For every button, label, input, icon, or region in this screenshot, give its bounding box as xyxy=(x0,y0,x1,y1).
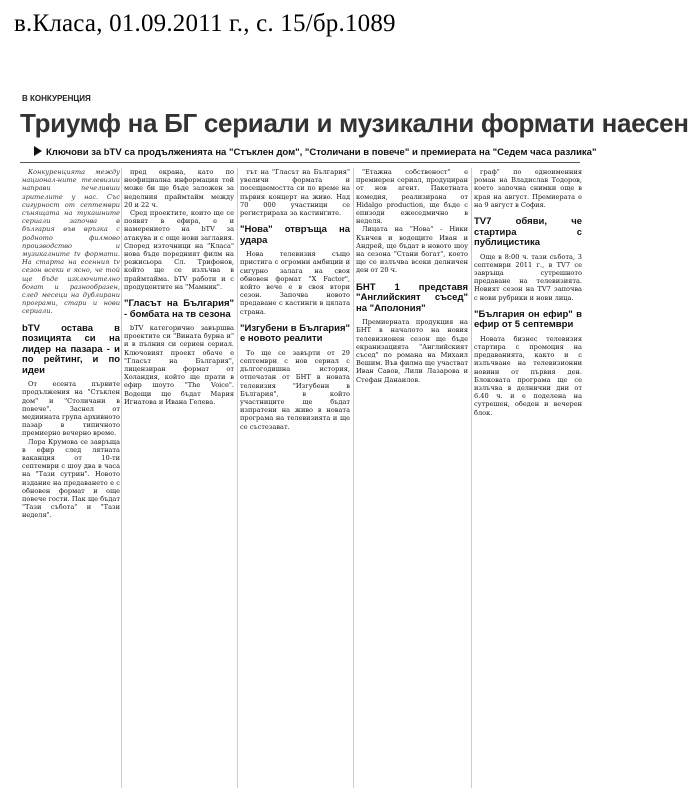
section-heading: "Изгубени в България" е новото реалити xyxy=(240,322,350,345)
paragraph: тът на "Гласът на България" увеличи формата и посещаемостта си по време на първия концерт на живо. Над 70 000 участници се регистрираха за кастингите. xyxy=(240,168,350,218)
paragraph: "Етажна собственост" е премиерен сериал, продуциран от нов агент. Пакетната комедия, реализирана от Hidalgo production, ще бъде с епизоди ежеседмично в неделя. xyxy=(356,168,468,226)
section-heading: БНТ 1 представя "Английският съсед" на "Аполония" xyxy=(356,281,468,314)
section-heading: bTV остава в позицията си на лидер на пазара - и по рейтинг, и по идеи xyxy=(22,322,120,376)
section-heading: "Нова" отвръща на удара xyxy=(240,224,350,246)
article-subheadline xyxy=(34,146,596,158)
article-column-1 xyxy=(22,168,120,793)
paragraph: пред екрана, като по неофициална информация той може би ще бъде заложен за неделния праймтайм между 20 и 22 ч. xyxy=(124,168,234,209)
paragraph: Нова телевизия също пристига с огромни амбиции и сигурно залага на своя обновен формат "X Factor", който вече е в своя втори сезон. Започва новото предаване с кастинги в цялата страна. xyxy=(240,250,350,316)
paragraph: граф" по едноименния роман на Владислав Тодоров, което започна снимки още в края на август. Премиерата е на 9 август в София. xyxy=(474,168,582,209)
subheadline-text: Ключови за bTV са продълженията на "Стъклен дом", "Столичани в повече" и премиерата на "Седем часа разлика" xyxy=(46,147,597,158)
article-column-2 xyxy=(124,168,234,793)
paragraph: Сред проектите, които ще се появят в ефира, е и намерението на bTV за атакува и с още нови заглавия. Според източници на "Класа" нова бъде поредният филм на режисьора Сл. Трифонов, който ще се излъчва в праймтайма. bTV работи и с продуцентите на "Мамник". xyxy=(124,209,234,291)
arrow-marker-icon xyxy=(34,146,42,156)
rubric-label: В КОНКУРЕНЦИЯ xyxy=(22,94,91,103)
article-column-4 xyxy=(356,168,468,793)
column-divider xyxy=(121,168,122,788)
article-column-3 xyxy=(240,168,350,793)
paragraph: Премиерната продукция на БНТ в началото на новия телевизионен сезон ще бъде екранизацията "Английският съсед" по романа на Михаил Вешим. Във филма ще участват Иван Савов, Лили Лазарова и Стефан Данаилов. xyxy=(356,318,468,384)
article-headline: Триумф на БГ сериали и музикални формати наесен xyxy=(20,108,689,138)
column-divider xyxy=(237,168,238,788)
column-divider xyxy=(353,168,354,788)
paragraph: То ще се завърти от 29 септември с нов сериал с дългогодишна история, отпечатан от БНТ в новата телевизия "Изгубени в България", в който участниците ще бъдат изпратени на живо в новата програма на телевизията и ще се състезават. xyxy=(240,348,350,431)
header-divider xyxy=(20,162,580,163)
article-column-5 xyxy=(474,168,582,793)
paragraph: Новата бизнес телевизия стартира с промоция на предаванията, както и с излъчване на телевизионни новини от първия ден. Блоковата програма ще се излъчва в делнични дни от 6.40 ч. и е поделена на сутрешен, обеден и вечерен блок. xyxy=(474,334,582,417)
article-lead: Конкуренцията между национал-ните телевизии направи печеливши зрителите у нас. Със сигурност от септември сънящата на тукашните сериали започва в българия във връзка с родното филмово производство и музикалните tv формати. На старта на есенния tv сезон всеки е ясно, че той ще бъде изключително богат и разнообразен, след месеци на дублирани програми, стари и нови сериали. xyxy=(22,168,120,316)
section-heading: "Гласът на България" - бомбата на тв сезона xyxy=(124,298,234,320)
source-line: в.Класа, 01.09.2011 г., с. 15/бр.1089 xyxy=(14,10,396,37)
paragraph: От есента първите продължения на "Стъклен дом" и "Столичани в повече". Заснел от медиината група архивното пазар в типичното премиерно вечерно време. xyxy=(22,380,120,438)
paragraph: bTV категорично завършва проектите си "Вината бурна и" и в пълния си сериен сериал. Ключовият проект обаче е "Гласът на България", лицензиран формат от Холандия, който ще прати в ефир шоуто "The Voice". Водещи ще бъдат Мария Игнатова и Ивана Гелева. xyxy=(124,324,234,406)
column-divider xyxy=(471,168,472,788)
paragraph: Още в 8:00 ч. тази събота, 3 септември 2011 г., в TV7 се завръща сутрешното предаване на телевизията. Новият сезон на TV7 започва с нови рубрики и нови лица. xyxy=(474,252,582,302)
section-heading: TV7 обяви, че стартира с публицистика xyxy=(474,216,582,249)
section-heading: "България он ефир" в ефир от 5 септември xyxy=(474,308,582,331)
paragraph: Лора Крумова се завръща в ефир след лятната ваканция от 10-ти септември с шоу два в часа на "Тази сутрин". Новото издание на предаването е с обновен формат и още повече гости. Пак ще бъдат "Тази събота" и "Тази неделя". xyxy=(22,437,120,520)
paragraph: Лицата на "Нова" - Ники Кънчев и водещите Иван и Андрей, ще бъдат в новото шоу на сезона "Стани богат", което ще се излъчва всеки делничен ден от 20 ч. xyxy=(356,225,468,275)
